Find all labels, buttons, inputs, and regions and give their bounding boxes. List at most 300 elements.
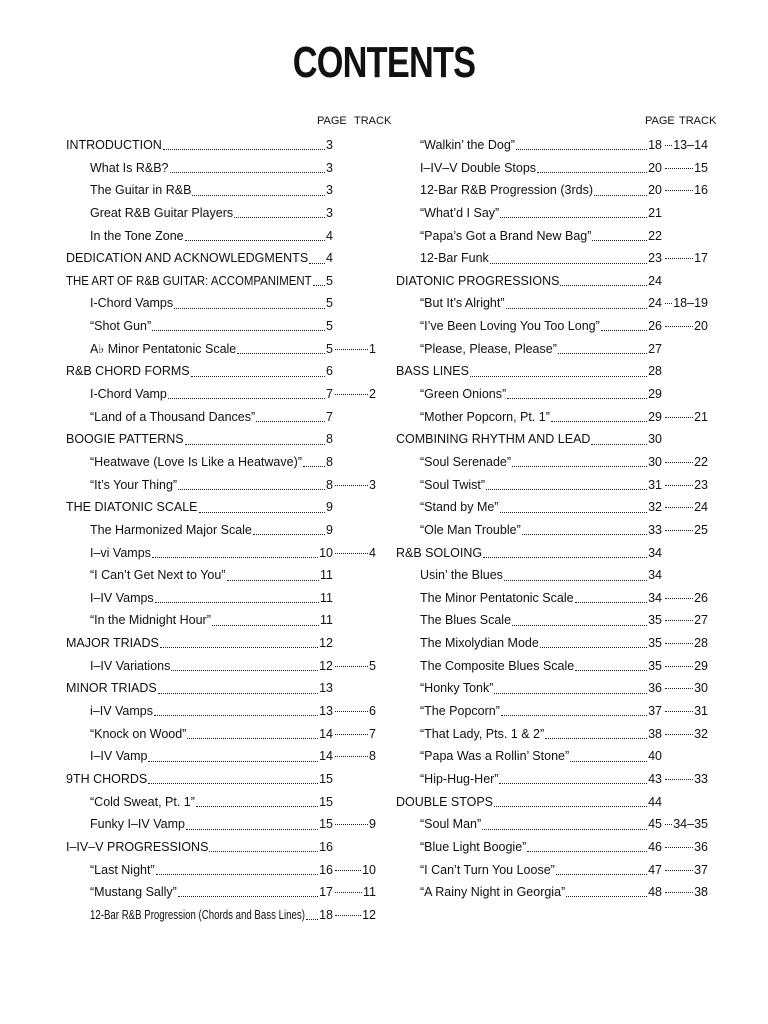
contents-entry	[396, 813, 708, 836]
dot-leader	[192, 194, 325, 196]
entry-track: 34–35	[673, 817, 708, 832]
column-header	[66, 112, 392, 134]
entry-leader-line	[420, 859, 662, 882]
entry-track: 16	[694, 183, 708, 198]
entry-title: I–IV–V PROGRESSIONS	[66, 839, 209, 854]
entry-page: 24	[648, 273, 662, 288]
contents-entry	[66, 791, 381, 814]
entry-leader-line	[90, 383, 333, 406]
entry-page: 3	[326, 205, 333, 220]
entry-page: 35	[648, 636, 662, 651]
contents-entry	[66, 179, 381, 202]
entry-page: 32	[648, 500, 662, 515]
entry-page: 34	[648, 590, 662, 605]
entry-leader-line	[90, 179, 333, 202]
entry-track: 7	[369, 726, 376, 741]
entry-track-cell	[664, 632, 708, 655]
entry-track-cell	[664, 768, 708, 791]
dot-leader	[237, 352, 325, 354]
entry-leader-line	[90, 292, 333, 315]
entry-leader-line	[90, 587, 333, 610]
entry-title: INTRODUCTION	[66, 138, 162, 152]
entry-page: 11	[320, 568, 333, 583]
dot-leader	[665, 846, 693, 848]
entry-track-cell	[664, 655, 708, 678]
contents-entry	[66, 745, 381, 768]
entry-page: 21	[648, 205, 662, 220]
contents-entry	[66, 904, 381, 927]
dot-leader	[665, 189, 693, 191]
entry-page: 11	[320, 590, 333, 605]
entry-track: 23	[694, 477, 708, 492]
entry-title: i–IV Vamps	[90, 704, 153, 719]
entry-track: 38	[694, 885, 708, 900]
entry-track: 21	[694, 409, 708, 424]
entry-leader-line	[420, 609, 662, 632]
entry-page: 45	[648, 817, 662, 832]
entry-leader-line	[90, 700, 333, 723]
track-column-header: TRACK	[354, 115, 392, 127]
entry-page: 43	[648, 771, 662, 786]
dot-leader	[156, 873, 318, 875]
entry-track-cell	[334, 700, 376, 723]
entry-leader-line	[66, 768, 333, 791]
entry-title: BASS LINES	[396, 364, 469, 379]
entry-page: 8	[326, 432, 333, 447]
entry-track: 27	[694, 613, 708, 628]
entry-leader-line	[420, 836, 662, 859]
entry-page: 30	[648, 454, 662, 469]
dot-leader	[665, 302, 672, 304]
dot-leader	[152, 329, 325, 331]
entry-leader-line	[420, 881, 662, 904]
contents-section	[66, 360, 381, 383]
contents-column-left	[66, 112, 392, 926]
entry-track-cell	[334, 723, 376, 746]
column-header	[396, 112, 717, 134]
dot-leader	[500, 216, 647, 218]
contents-entry	[66, 700, 381, 723]
entry-track-cell	[664, 587, 708, 610]
entry-track: 6	[369, 704, 376, 719]
entry-track-cell	[334, 745, 376, 768]
entry-page: 5	[326, 296, 333, 311]
entry-title: “Green Onions”	[420, 387, 507, 402]
dot-leader	[171, 669, 318, 671]
dot-leader	[540, 646, 647, 648]
entry-title: I–IV Vamp	[90, 749, 148, 764]
dot-leader	[227, 579, 320, 581]
entry-page: 7	[326, 409, 333, 424]
contents-entry	[66, 292, 381, 315]
dot-leader	[199, 511, 326, 513]
entry-leader-line	[90, 881, 333, 904]
entry-title: 12-Bar R&B Progression (Chords and Bass Lines)	[90, 907, 305, 922]
dot-leader	[494, 692, 647, 694]
entry-title: The Minor Pentatonic Scale	[420, 590, 574, 605]
entry-leader-line	[420, 451, 662, 474]
entry-track: 4	[369, 545, 376, 560]
entry-title: 12-Bar Funk	[420, 251, 489, 266]
entry-track-cell	[664, 134, 708, 157]
contents-section	[66, 247, 381, 270]
entry-title: “That Lady, Pts. 1 & 2”	[420, 726, 545, 741]
contents-entry	[396, 496, 708, 519]
entry-title: Great R&B Guitar Players	[90, 205, 234, 220]
entry-track-cell	[334, 881, 376, 904]
entry-leader-line	[420, 519, 662, 542]
dot-leader	[506, 307, 648, 309]
entry-track: 13–14	[673, 138, 708, 152]
contents-entry	[66, 723, 381, 746]
dot-leader	[335, 869, 361, 871]
contents-entry	[66, 609, 381, 632]
entry-track: 3	[369, 477, 376, 492]
entry-title: “Walkin’ the Dog”	[420, 138, 515, 152]
entry-page: 7	[326, 387, 333, 402]
entry-track: 26	[694, 590, 708, 605]
dot-leader	[558, 352, 647, 354]
entry-track: 1	[369, 341, 376, 356]
entry-title: 12-Bar R&B Progression (3rds)	[420, 183, 593, 198]
entry-track-cell	[664, 179, 708, 202]
dot-leader	[575, 669, 647, 671]
dot-leader	[303, 465, 325, 467]
entry-page: 29	[648, 387, 662, 402]
entry-page: 13	[319, 704, 333, 719]
contents-entry	[396, 451, 708, 474]
dot-leader	[591, 443, 647, 445]
entry-title: “Knock on Wood”	[90, 726, 187, 741]
contents-entry	[396, 338, 708, 361]
entry-title: “I’ve Been Loving You Too Long”	[420, 319, 600, 334]
contents-entry	[66, 383, 381, 406]
contents-section	[66, 270, 381, 293]
dot-leader	[665, 416, 693, 418]
contents-entry	[396, 632, 708, 655]
dot-leader	[256, 420, 325, 422]
entry-track: 15	[694, 160, 708, 175]
entry-leader-line	[396, 360, 662, 383]
entry-track-cell	[664, 836, 708, 859]
dot-leader	[335, 733, 368, 735]
entry-track-cell	[664, 474, 708, 497]
contents-entry	[396, 315, 708, 338]
dot-leader	[665, 619, 693, 621]
contents-entry	[66, 519, 381, 542]
entry-track: 12	[362, 907, 376, 922]
entry-track-cell	[664, 315, 708, 338]
entry-title: I-Chord Vamp	[90, 387, 167, 402]
entry-leader-line	[90, 745, 333, 768]
entry-title: “Land of a Thousand Dances”	[90, 409, 256, 424]
entry-track-cell	[664, 496, 708, 519]
dot-leader	[551, 420, 647, 422]
entry-leader-line	[90, 564, 333, 587]
dot-leader	[160, 646, 318, 648]
entry-title: DIATONIC PROGRESSIONS	[396, 273, 560, 288]
entry-page: 34	[648, 568, 662, 583]
dot-leader	[148, 760, 318, 762]
entry-track-cell	[664, 519, 708, 542]
entry-track: 32	[694, 726, 708, 741]
entry-leader-line	[420, 247, 662, 270]
entry-page: 44	[648, 794, 662, 809]
dot-leader	[155, 601, 319, 603]
entry-track: 31	[694, 704, 708, 719]
entry-page: 12	[319, 636, 333, 651]
entry-track: 11	[363, 885, 376, 900]
entry-title: The Blues Scale	[420, 613, 512, 628]
entry-leader-line	[396, 542, 662, 565]
entry-leader-line	[90, 451, 333, 474]
entry-track: 29	[694, 658, 708, 673]
entry-track-cell	[664, 677, 708, 700]
entry-title: “It’s Your Thing”	[90, 477, 178, 492]
entry-leader-line	[90, 315, 333, 338]
entry-leader-line	[420, 474, 662, 497]
entry-leader-line	[420, 338, 662, 361]
entry-page: 3	[326, 138, 333, 152]
track-column-header: TRACK	[679, 115, 717, 127]
dot-leader	[158, 692, 318, 694]
dot-leader	[335, 823, 368, 825]
dot-leader	[665, 823, 672, 825]
entry-leader-line	[420, 292, 662, 315]
dot-leader	[185, 239, 325, 241]
entry-title: “Please, Please, Please”	[420, 341, 557, 356]
contents-entry	[396, 157, 708, 180]
entry-title: “I Can’t Get Next to You”	[90, 568, 226, 583]
entry-track-cell	[664, 247, 708, 270]
dot-leader	[253, 533, 325, 535]
contents-entry	[66, 225, 381, 248]
entry-title: “Stand by Me”	[420, 500, 499, 515]
entry-title: “Mother Popcorn, Pt. 1”	[420, 409, 550, 424]
contents-entry	[66, 587, 381, 610]
entry-leader-line	[66, 428, 333, 451]
entry-page: 4	[326, 228, 333, 243]
dot-leader	[665, 506, 693, 508]
dot-leader	[504, 579, 647, 581]
contents-section	[66, 677, 381, 700]
entry-track-cell	[334, 904, 376, 927]
entry-title: A♭ Minor Pentatonic Scale	[90, 341, 237, 356]
entry-leader-line	[420, 723, 662, 746]
entry-track: 10	[362, 862, 376, 877]
entry-title: The Guitar in R&B	[90, 183, 192, 198]
entry-leader-line	[420, 134, 662, 157]
dot-leader	[306, 918, 318, 920]
entry-track-cell	[334, 813, 376, 836]
entry-title: “The Popcorn”	[420, 704, 500, 719]
contents-entry	[66, 451, 381, 474]
contents-entry	[396, 609, 708, 632]
entry-leader-line	[90, 542, 333, 565]
dot-leader	[191, 375, 325, 377]
entry-page: 12	[319, 658, 333, 673]
entry-page: 47	[648, 862, 662, 877]
entry-leader-line	[420, 677, 662, 700]
contents-entry	[396, 225, 708, 248]
entry-page: 14	[319, 749, 333, 764]
entry-leader-line	[90, 859, 333, 882]
entry-title: R&B SOLOING	[396, 545, 483, 560]
entry-page: 9	[326, 500, 333, 515]
entry-track: 2	[369, 387, 376, 402]
dot-leader	[335, 552, 368, 554]
entry-track-cell	[664, 723, 708, 746]
entry-title: THE ART OF R&B GUITAR: ACCOMPANIMENT	[66, 273, 312, 288]
contents-entry	[396, 700, 708, 723]
contents-entry	[396, 292, 708, 315]
entry-title: Funky I–IV Vamp	[90, 817, 185, 832]
dot-leader	[163, 148, 325, 150]
entry-leader-line	[420, 315, 662, 338]
entry-track-cell	[664, 881, 708, 904]
contents-entry	[396, 564, 708, 587]
entry-leader-line	[420, 700, 662, 723]
contents-column-right	[396, 112, 717, 904]
entry-track: 9	[369, 817, 376, 832]
dot-leader	[500, 511, 648, 513]
entry-leader-line	[420, 768, 662, 791]
entry-page: 16	[319, 839, 333, 854]
dot-leader	[527, 850, 647, 852]
entry-track-cell	[664, 859, 708, 882]
dot-leader	[335, 665, 368, 667]
contents-entry	[396, 202, 708, 225]
entry-leader-line	[420, 813, 662, 836]
dot-leader	[212, 624, 319, 626]
entry-page: 33	[648, 522, 662, 537]
entry-page: 3	[326, 183, 333, 198]
entry-track: 33	[694, 771, 708, 786]
entry-title: “But It’s Alright”	[420, 296, 505, 311]
entry-track: 28	[694, 636, 708, 651]
contents-section	[396, 791, 708, 814]
contents-entry	[396, 247, 708, 270]
contents-entry	[66, 564, 381, 587]
contents-entry	[396, 134, 708, 157]
dot-leader	[470, 375, 647, 377]
entry-page: 40	[648, 749, 662, 764]
contents-entry	[396, 406, 708, 429]
entry-page: 36	[648, 681, 662, 696]
entry-title: “In the Midnight Hour”	[90, 613, 211, 628]
entry-leader-line	[90, 225, 333, 248]
dot-leader	[665, 891, 693, 893]
entry-title: THE DIATONIC SCALE	[66, 500, 198, 515]
contents-entry	[396, 383, 708, 406]
dot-leader	[665, 529, 693, 531]
entry-leader-line	[90, 202, 333, 225]
entry-track-cell	[664, 157, 708, 180]
contents-entry	[66, 859, 381, 882]
entry-title: COMBINING RHYTHM AND LEAD	[396, 432, 591, 447]
dot-leader	[335, 755, 368, 757]
dot-leader	[170, 171, 326, 173]
entry-leader-line	[420, 406, 662, 429]
dot-leader	[665, 257, 693, 259]
contents-entry	[396, 655, 708, 678]
dot-leader	[601, 329, 647, 331]
entry-page: 37	[648, 704, 662, 719]
entry-page: 35	[648, 658, 662, 673]
entry-title: I–IV–V Double Stops	[420, 160, 537, 175]
contents-entry	[66, 315, 381, 338]
entry-leader-line	[420, 564, 662, 587]
entry-track: 37	[694, 862, 708, 877]
entry-page: 9	[326, 522, 333, 537]
dot-leader	[486, 488, 647, 490]
entry-page: 31	[648, 477, 662, 492]
entry-page: 28	[648, 364, 662, 379]
dot-leader	[665, 710, 693, 712]
dot-leader	[187, 737, 318, 739]
entry-leader-line	[90, 723, 333, 746]
entry-title: The Harmonized Major Scale	[90, 522, 252, 537]
entry-leader-line	[66, 496, 333, 519]
entry-leader-line	[90, 609, 333, 632]
contents-entry	[396, 881, 708, 904]
entry-leader-line	[90, 519, 333, 542]
entry-leader-line	[66, 270, 333, 293]
entry-title: In the Tone Zone	[90, 228, 184, 243]
dot-leader	[178, 488, 325, 490]
entry-title: “Mustang Sally”	[90, 885, 177, 900]
dot-leader	[185, 443, 325, 445]
dot-leader	[335, 710, 368, 712]
entry-leader-line	[90, 791, 333, 814]
dot-leader	[522, 533, 647, 535]
entry-track: 5	[369, 658, 376, 673]
entry-page: 11	[320, 613, 333, 628]
entry-page: 20	[648, 183, 662, 198]
contents-entry	[66, 202, 381, 225]
entry-title: “Last Night”	[90, 862, 155, 877]
dot-leader	[186, 828, 318, 830]
entry-leader-line	[396, 791, 662, 814]
dot-leader	[507, 397, 647, 399]
entry-page: 13	[319, 681, 333, 696]
contents-entry	[396, 836, 708, 859]
contents-section	[396, 360, 708, 383]
entry-leader-line	[420, 157, 662, 180]
contents-section	[66, 428, 381, 451]
entry-page: 35	[648, 613, 662, 628]
dot-leader	[512, 465, 647, 467]
entry-leader-line	[66, 247, 333, 270]
contents-entry	[66, 338, 381, 361]
dot-leader	[209, 850, 318, 852]
entry-title: “Soul Twist”	[420, 477, 486, 492]
dot-leader	[560, 284, 647, 286]
entry-page: 8	[326, 477, 333, 492]
dot-leader	[178, 895, 318, 897]
dot-leader	[665, 665, 693, 667]
dot-leader	[665, 461, 693, 463]
entry-leader-line	[420, 745, 662, 768]
dot-leader	[665, 642, 693, 644]
entry-leader-line	[66, 677, 333, 700]
contents-entry	[66, 881, 381, 904]
entry-page: 16	[319, 862, 333, 877]
entry-page: 24	[648, 296, 662, 311]
entry-title: “A Rainy Night in Georgia”	[420, 885, 566, 900]
dot-leader	[665, 484, 693, 486]
entry-title: Usin’ the Blues	[420, 568, 503, 583]
